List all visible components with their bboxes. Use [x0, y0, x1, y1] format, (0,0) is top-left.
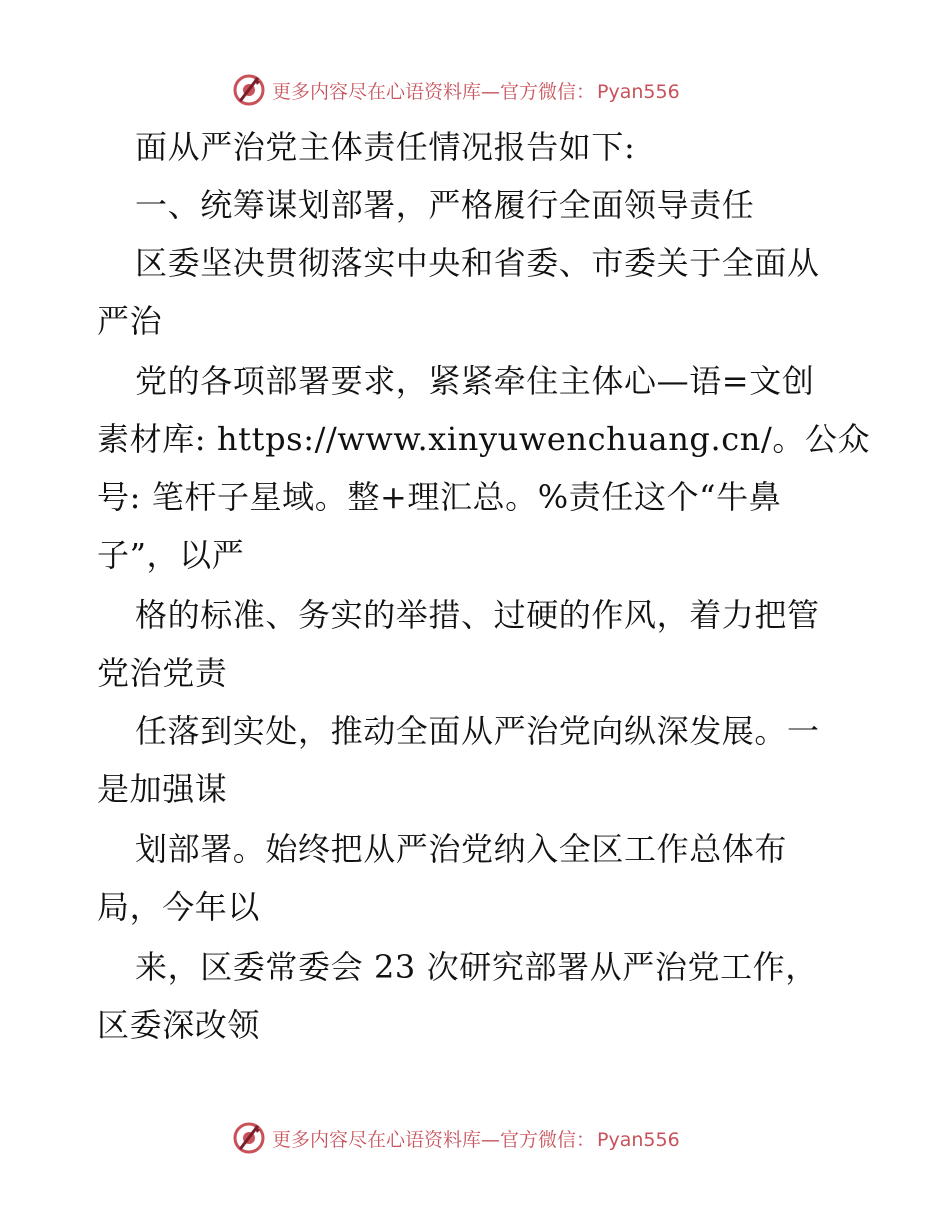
body-line-12: 是加强谋	[97, 770, 228, 808]
body-line-11: 任落到实处，推动全面从严治党向纵深发展。一	[135, 712, 820, 750]
logo-icon	[232, 73, 266, 107]
body-line-7: 号: 笔杆子星域。整+理汇总。%责任这个“牛鼻	[97, 478, 782, 516]
body-line-8: 子”，以严	[97, 536, 245, 574]
body-line-14: 局，今年以	[97, 888, 261, 926]
footer-wechat-handle: Pyan556	[597, 1128, 680, 1151]
body-line-16: 区委深改领	[97, 1006, 261, 1044]
header-wechat-handle: Pyan556	[597, 80, 680, 103]
body-line-13: 划部署。始终把从严治党纳入全区工作总体布	[135, 830, 788, 868]
body-line-10: 党治党责	[97, 654, 228, 692]
footer-banner-text: 更多内容尽在心语资料库—官方微信： Pyan556	[272, 1128, 680, 1151]
body-line-4: 严治	[97, 302, 163, 340]
body-line-2: 一、统筹谋划部署，严格履行全面领导责任	[135, 186, 755, 224]
body-line-15: 来，区委常委会 23 次研究部署从严治党工作，	[135, 948, 818, 986]
body-line-9: 格的标准、务实的举措、过硬的作风，着力把管	[135, 596, 820, 634]
body-line-5: 党的各项部署要求，紧紧牵住主体心—语=文创	[135, 362, 815, 400]
body-line-3: 区委坚决贯彻落实中央和省委、市委关于全面从	[135, 244, 820, 282]
header-banner-text: 更多内容尽在心语资料库—官方微信： Pyan556	[272, 80, 680, 103]
footer-banner	[232, 1118, 680, 1158]
body-line-1: 面从严治党主体责任情况报告如下:	[135, 128, 636, 166]
header-banner	[232, 70, 680, 110]
logo-icon	[232, 1121, 266, 1155]
body-line-6: 素材库: https://www.xinyuwenchuang.cn/。公众	[97, 420, 871, 458]
